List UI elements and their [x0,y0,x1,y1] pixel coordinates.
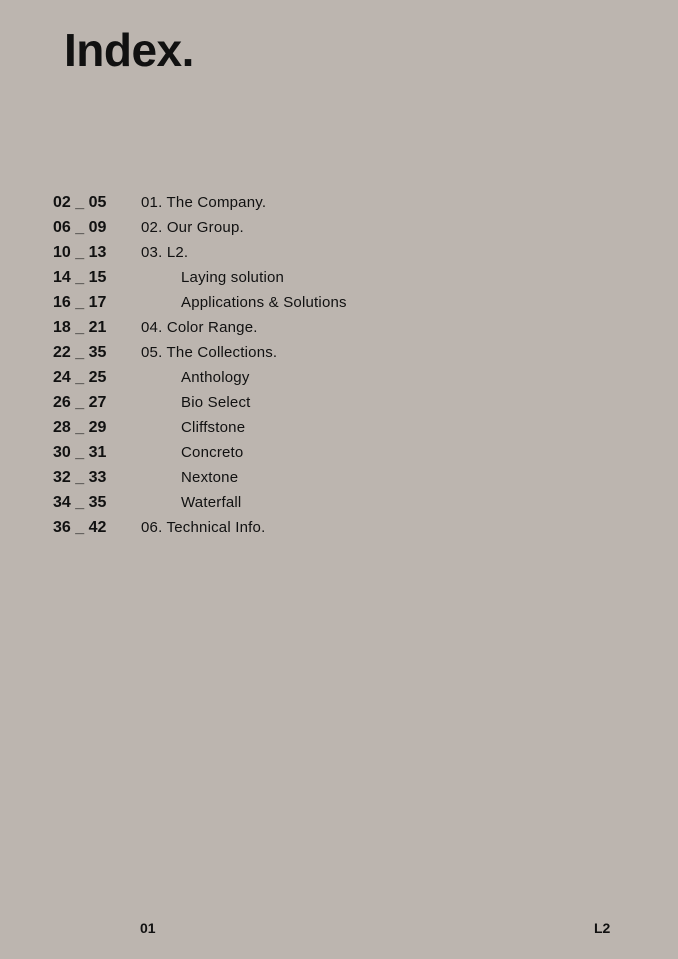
toc-subentry[interactable] [53,265,613,290]
toc-label: Anthology [181,369,250,386]
toc-entry[interactable] [53,340,613,365]
toc-label: Nextone [181,469,239,486]
toc-page-range: 06 _ 09 [53,219,107,236]
toc-page-range: 22 _ 35 [53,344,107,361]
toc-entry[interactable] [53,215,613,240]
toc-page-range: 36 _ 42 [53,519,107,536]
toc-label: 03. L2. [141,244,189,261]
page-number: 01 [140,920,156,936]
toc-page-range: 32 _ 33 [53,469,107,486]
table-of-contents [53,190,613,540]
toc-subentry[interactable] [53,465,613,490]
toc-label: 02. Our Group. [141,219,244,236]
toc-page-range: 18 _ 21 [53,319,107,336]
toc-label: Laying solution [181,269,285,286]
toc-subentry[interactable] [53,415,613,440]
toc-page-range: 10 _ 13 [53,244,107,261]
toc-label: 04. Color Range. [141,319,258,336]
brand-mark: L2 [594,920,611,936]
toc-subentry[interactable] [53,365,613,390]
toc-page-range: 34 _ 35 [53,494,107,511]
toc-label: Waterfall [181,494,242,511]
toc-page-range: 16 _ 17 [53,294,107,311]
toc-label: 06. Technical Info. [141,519,266,536]
toc-entry[interactable] [53,190,613,215]
toc-subentry[interactable] [53,440,613,465]
toc-page-range: 28 _ 29 [53,419,107,436]
toc-page-range: 24 _ 25 [53,369,107,386]
toc-entry[interactable] [53,240,613,265]
toc-label: Applications & Solutions [181,294,347,311]
toc-subentry[interactable] [53,390,613,415]
toc-label: 01. The Company. [141,194,267,211]
page-title: Index. [64,24,194,76]
toc-page-range: 14 _ 15 [53,269,107,286]
toc-label: Bio Select [181,394,251,411]
toc-page-range: 30 _ 31 [53,444,107,461]
toc-page-range: 02 _ 05 [53,194,107,211]
toc-entry[interactable] [53,515,613,540]
toc-label: 05. The Collections. [141,344,278,361]
toc-label: Cliffstone [181,419,246,436]
toc-subentry[interactable] [53,290,613,315]
toc-page-range: 26 _ 27 [53,394,107,411]
toc-entry[interactable] [53,315,613,340]
toc-subentry[interactable] [53,490,613,515]
toc-label: Concreto [181,444,244,461]
